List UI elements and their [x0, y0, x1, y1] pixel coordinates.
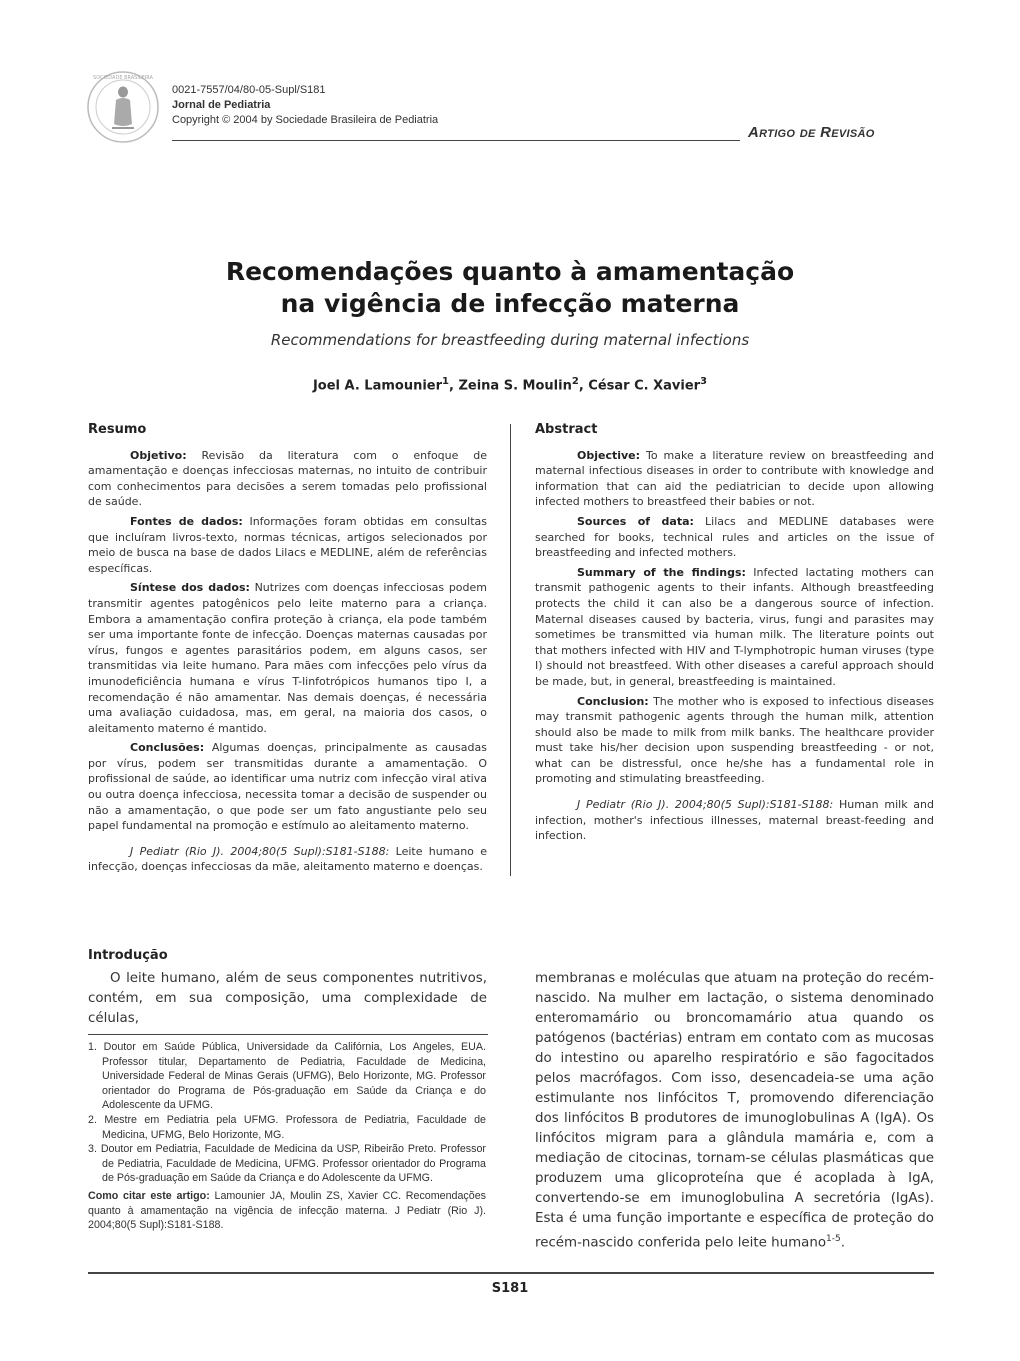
- journal-header: [172, 83, 438, 128]
- abstract-objective: Objective: To make a literature review on breastfeeding and maternal infectious diseases in order to contribute with knowledge and information that can aid the pediatrician to decide upon allowing infected mothers to breastfeed their babies or not.: [535, 448, 934, 509]
- column-divider: [510, 424, 511, 876]
- author-name: Joel A. Lamounier: [312, 378, 443, 394]
- intro-right-column: [535, 969, 934, 1253]
- footnotes: [88, 1040, 486, 1233]
- title-line-2: na vigência de infecção materna: [280, 289, 740, 318]
- footnote-item: 2. Mestre em Pediatria pela UFMG. Professora de Pediatria, Faculdade de Medicina, UFMG, Belo Horizonte, MG.: [88, 1113, 486, 1141]
- article-title: [0, 256, 1020, 320]
- resumo-section: [88, 422, 487, 879]
- intro-paragraph-continued: membranas e moléculas que atuam na proteção do recém-nascido. Na mulher em lactação, o sistema denominado enteromamário ou broncomamário atua quando os patógenos (bactérias) entram em contato com as mucosas do intestino ou aparelho respiratório e são fagocitados pelos macrófagos. Com isso, desencadeia-se uma ação estimulante nos linfócitos T, promovendo diferenciação dos linfócitos B produtores de imunoglobulinas A (IgA). Os linfócitos migram para a glândula mamária e, com a mediação de citocinas, tornam-se células plasmáticas que produzem uma glicoproteína que é acoplada à IgA, convertendo-se em imunoglobulina A secretória (IgAs). Esta é uma função importante e específica de proteção do recém-nascido conferida pelo leite humano$^{1-5}$.: [535, 971, 934, 1251]
- author-name: Zeina S. Moulin: [458, 378, 572, 394]
- abstract-heading: Abstract: [535, 422, 598, 437]
- svg-text:SOCIEDADE BRASILEIRA: SOCIEDADE BRASILEIRA: [93, 75, 153, 81]
- english-title: Recommendations for breastfeeding during maternal infections: [270, 331, 750, 349]
- resumo-objetivo: Objetivo: Revisão da literatura com o enfoque de amamentação e doenças infecciosas maternas, no intuito de contribuir com conhecimentos para decisões a serem tomadas pelo profissional de saúde.: [88, 448, 487, 509]
- page-number: S181: [491, 1281, 529, 1296]
- how-to-cite: Como citar este artigo: Lamounier JA, Moulin ZS, Xavier CC. Recomendações quanto à amamentação na vigência de infecção materna. J Pediatr (Rio J). 2004;80(5 Supl):S181-S188.: [88, 1189, 486, 1232]
- intro-left-column: [88, 969, 487, 1029]
- reference-citation: 1-5: [826, 1234, 841, 1244]
- footnote-item: 3. Doutor em Pediatria, Faculdade de Medicina da USP, Ribeirão Preto. Professor de Pediatria, Faculdade de Medicina, UFMG. Professor orientador do Programa de Pós-graduação em Saúde da Criança e do Adolescente da UFMG.: [88, 1143, 486, 1185]
- author-name: César C. Xavier: [588, 378, 701, 394]
- header-rule: [172, 140, 740, 141]
- intro-paragraph-start: O leite humano, além de seus componentes nutritivos, contém, em sua composição, uma complexidade de células,: [88, 971, 487, 1026]
- footer-rule: [88, 1272, 934, 1274]
- title-line-1: Recomendações quanto à amamentação: [225, 257, 795, 286]
- abstract-keywords: J Pediatr (Rio J). 2004;80(5 Supl):S181-S188: Human milk and infection, mother's infectious illnesses, maternal breast-feeding and infection.: [535, 798, 934, 843]
- resumo-sintese: Síntese dos dados: Nutrizes com doenças infecciosas podem transmitir agentes patogênicos pelo leite materno para a criança. Embora a amamentação confira proteção à criança, ela pode também ser uma importante fonte de infecção. Doenças maternas causadas por vírus, fungos e agentes parasitários podem, em alguns casos, ser transmitidas via leite humano. Para mães com infecções pelo vírus da imunodeficiência humana e vírus T-linfotrópicos humanos tipo I, a recomendação é não amamentar. Nas demais doenças, é necessária uma avaliação cuidadosa, mas, em geral, na maioria dos casos, o aleitamento materno é mantido.: [88, 581, 487, 735]
- journal-copyright: Copyright © 2004 by Sociedade Brasileira de Pediatria: [172, 114, 439, 126]
- resumo-keywords: J Pediatr (Rio J). 2004;80(5 Supl):S181-S188: Leite humano e infecção, doenças infecciosas da mãe, aleitamento materno e doenças.: [88, 844, 488, 874]
- footnote-rule: [88, 1034, 488, 1035]
- abstract-conclusion: Conclusion: The mother who is exposed to infectious diseases may transmit pathogenic agents through the human milk, attention should also be made to milk from milk banks. The healthcare provider must take his/her decision upon suspending breastfeeding - or not, what can be distressful, once he/she has a fundamental role in promoting and stimulating breastfeeding.: [535, 694, 934, 786]
- resumo-heading: Resumo: [88, 422, 147, 437]
- abstract-section: [535, 422, 934, 848]
- section-label: Artigo de Revisão: [748, 124, 875, 141]
- intro-heading: Introdução: [88, 948, 168, 963]
- author-affiliation-marker: 2: [571, 376, 579, 387]
- author-affiliation-marker: 3: [700, 376, 708, 387]
- abstract-summary: Summary of the findings: Infected lactating mothers can transmit pathogenic agents to their infants. Although breastfeeding protects the child it can also be a dangerous source of infection. Maternal diseases caused by bacteria, virus, fungi and parasites may sometimes be transmitted via human milk. The literature points out that mothers infected with HIV and T-lymphotropic human viruses (type I) should not breastfeed. With other diseases a careful approach should be made, but, in general, breastfeeding is maintained.: [535, 565, 935, 688]
- author-affiliation-marker: 1: [442, 376, 449, 387]
- journal-code: 0021-7557/04/80-05-Supl/S181: [172, 84, 326, 96]
- author-list: Joel A. Lamounier$^1$, Zeina S. Moulin$^2$, César C. Xavier$^3$: [312, 376, 708, 394]
- resumo-conclusoes: Conclusões: Algumas doenças, principalmente as causadas por vírus, podem ser transmitidas durante a amamentação. O profissional de saúde, ao identificar uma nutriz com infecção viral ativa ou outra doença infecciosa, necessita tomar a decisão de suspender ou não a amamentação, o que pode ser um fato angustiante pelo seu papel fundamental na promoção e estímulo ao aleitamento materno.: [88, 741, 487, 833]
- journal-name: Jornal de Pediatria: [172, 99, 271, 111]
- abstract-sources: Sources of data: Lilacs and MEDLINE databases were searched for books, technical rules and articles on the issue of breastfeeding and infected mothers.: [535, 514, 934, 560]
- resumo-fontes: Fontes de dados: Informações foram obtidas em consultas que incluíram livros-texto, normas técnicas, artigos selecionados por meio de busca na base de dados Lilacs e MEDLINE, além de referências específicas.: [88, 514, 487, 575]
- society-seal-logo: [86, 70, 160, 144]
- footnote-item: 1. Doutor em Saúde Pública, Universidade da Califórnia, Los Angeles, EUA. Professor titular, Departamento de Pediatria, Faculdade de Medicina, Universidade Federal de Minas Gerais (UFMG), Belo Horizonte, MG. Professor orientador do Programa de Pós-graduação em Saúde da Criança e do Adolescente da UFMG.: [88, 1041, 486, 1112]
